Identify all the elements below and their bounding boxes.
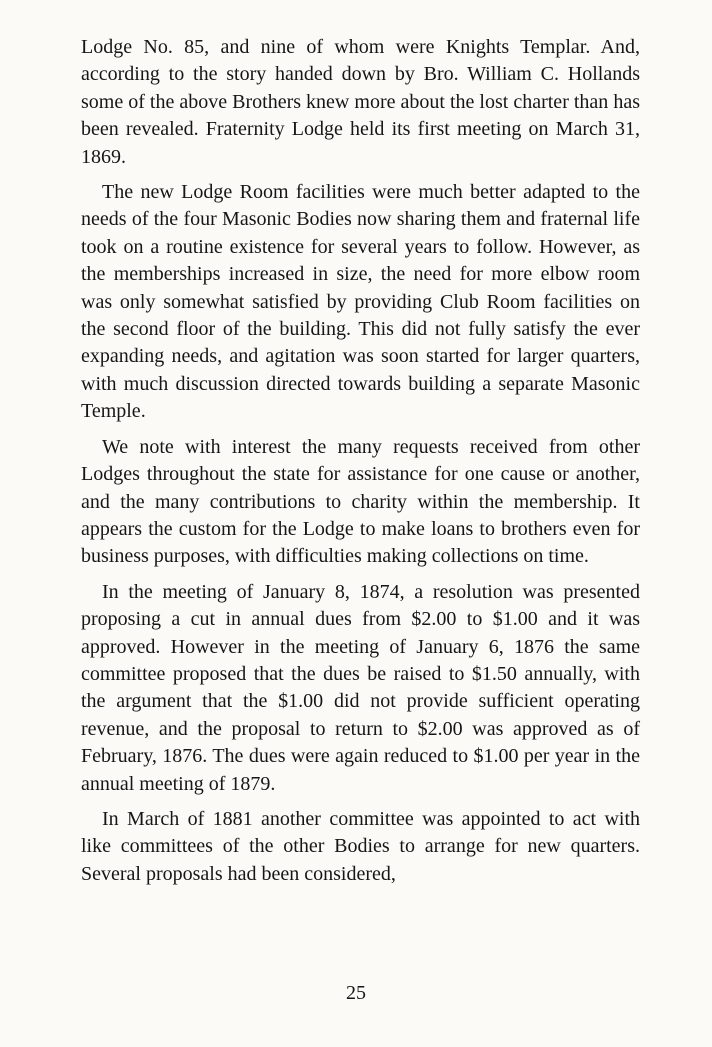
body-text — [81, 34, 640, 896]
paragraph-requests: We note with interest the many requests received from other Lodges throughout the state for assistance for one cause or another, and the many contributions to charity within the membership. It appears the custom for the Lodge to make loans to brothers even for business purposes, with difficulties making collections on time. — [81, 435, 640, 568]
paragraph-dues: In the meeting of January 8, 1874, a resolution was presented proposing a cut in annual dues from $2.00 to $1.00 and it was approved. However in the meeting of January 6, 1876 the same committee proposed that the dues be raised to $1.50 annually, with the argument that the $1.00 did not provide sufficient operating revenue, and the proposal to return to $2.00 was approved as of February, 1876. The dues were again reduced to $1.00 per year in the annual meeting of 1879. — [81, 580, 640, 795]
page-number: 25 — [346, 982, 366, 1004]
paragraph-new-quarters: In March of 1881 another committee was appointed to act with like committees of the other Bodies to arrange for new quarters. Several proposals had been considered, — [81, 807, 640, 885]
paragraph-lodge-room: The new Lodge Room facilities were much better adapted to the needs of the four Masonic Bodies now sharing them and fraternal life took on a routine existence for several years to follow. However, as the memberships increased in size, the need for more elbow room was only somewhat satisfied by providing Club Room facilities on the second floor of the building. This did not fully satisfy the ever expanding needs, and agitation was soon started for larger quarters, with much discussion directed towards building a separate Masonic Temple. — [81, 181, 640, 423]
paragraph-continued: Lodge No. 85, and nine of whom were Knights Templar. And, according to the story handed down by Bro. William C. Hollands some of the above Brothers knew more about the lost charter than has been revealed. Fraternity Lodge held its first meeting on March 31, 1869. — [81, 36, 640, 168]
